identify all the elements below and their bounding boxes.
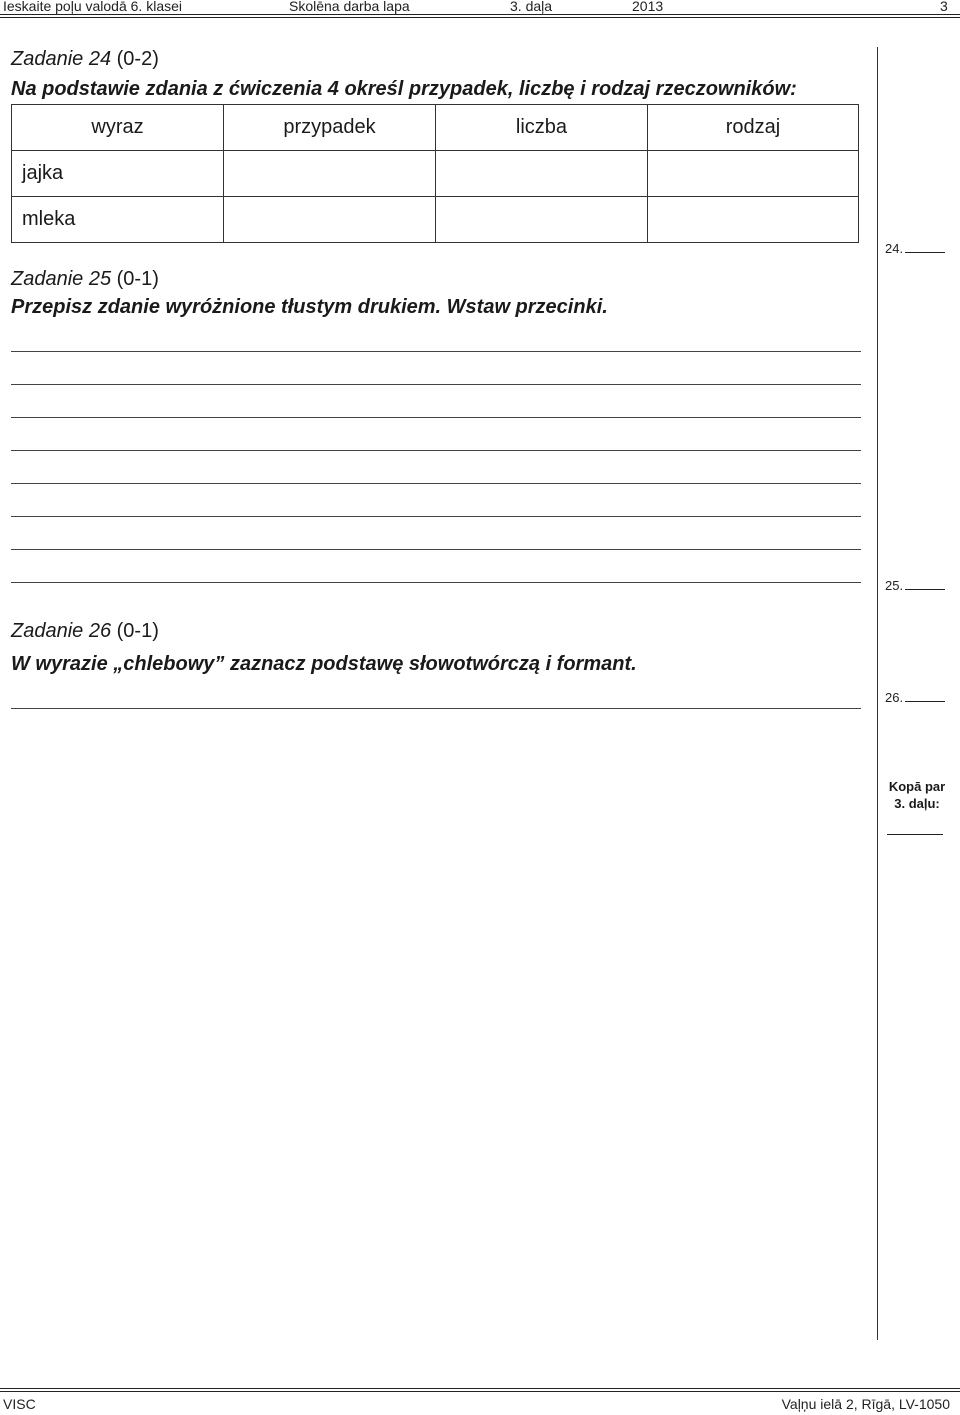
header-worksheet: Skolēna darba lapa bbox=[289, 0, 410, 14]
answer-cell[interactable] bbox=[224, 151, 436, 197]
table-row bbox=[12, 151, 859, 197]
score-24 bbox=[885, 241, 945, 256]
task-points: (0-1) bbox=[111, 620, 159, 642]
answer-line[interactable] bbox=[11, 582, 861, 583]
task-points: (0-1) bbox=[111, 268, 159, 290]
header-part: 3. daļa bbox=[510, 0, 553, 14]
score-label: 25. bbox=[885, 578, 904, 593]
score-26 bbox=[885, 690, 945, 705]
task-number: 26 bbox=[88, 620, 112, 642]
footer-address: Vaļņu ielā 2, Rīgā, LV-1050 bbox=[781, 1396, 950, 1412]
task-24-instruction: Na podstawie zdania z ćwiczenia 4 określ przypadek, liczbę i rodzaj rzeczowników: bbox=[11, 78, 797, 100]
margin-rule bbox=[877, 47, 878, 1340]
footer-left: VISC bbox=[3, 1396, 36, 1412]
header-rule-double bbox=[0, 17, 960, 18]
task-25-title bbox=[11, 267, 159, 291]
score-label: 26. bbox=[885, 690, 904, 705]
footer-rule-double bbox=[0, 1391, 960, 1392]
table-row bbox=[12, 197, 859, 243]
column-header-wyraz: wyraz bbox=[12, 105, 224, 151]
answer-line[interactable] bbox=[11, 384, 861, 385]
task-26-title bbox=[11, 619, 159, 643]
answer-line[interactable] bbox=[11, 708, 861, 709]
total-blank[interactable] bbox=[887, 834, 943, 835]
answer-line[interactable] bbox=[11, 417, 861, 418]
task-number: 25 bbox=[88, 268, 112, 290]
task-title-prefix: Zadanie bbox=[11, 268, 89, 290]
task-25-instruction: Przepisz zdanie wyróżnione tłustym drukiem. Wstaw przecinki. bbox=[11, 296, 608, 318]
score-25 bbox=[885, 578, 945, 593]
header-subject: Ieskaite poļu valodā 6. klasei bbox=[3, 0, 182, 14]
row-label-mleka: mleka bbox=[12, 197, 224, 243]
task-points: (0-2) bbox=[111, 48, 159, 70]
footer-rule bbox=[0, 1388, 960, 1389]
answer-cell[interactable] bbox=[648, 197, 859, 243]
score-blank[interactable] bbox=[905, 700, 945, 702]
answer-line[interactable] bbox=[11, 516, 861, 517]
column-header-liczba: liczba bbox=[436, 105, 648, 151]
header-rule bbox=[0, 14, 960, 15]
score-label: 24. bbox=[885, 241, 904, 256]
task-number: 24 bbox=[88, 48, 112, 70]
answer-cell[interactable] bbox=[648, 151, 859, 197]
answer-cell[interactable] bbox=[436, 197, 648, 243]
column-header-rodzaj: rodzaj bbox=[648, 105, 859, 151]
total-label-line2: 3. daļu: bbox=[894, 796, 940, 811]
header-page-number: 3 bbox=[940, 0, 948, 14]
row-label-jajka: jajka bbox=[12, 151, 224, 197]
answer-line[interactable] bbox=[11, 549, 861, 550]
answer-line[interactable] bbox=[11, 483, 861, 484]
score-blank[interactable] bbox=[905, 588, 945, 590]
score-blank[interactable] bbox=[905, 251, 945, 253]
task-24-title bbox=[11, 47, 159, 71]
task-title-prefix: Zadanie bbox=[11, 48, 89, 70]
answer-line[interactable] bbox=[11, 450, 861, 451]
task-26-instruction: W wyrazie „chlebowy” zaznacz podstawę słowotwórczą i formant. bbox=[11, 653, 637, 675]
task-24-table bbox=[11, 104, 859, 243]
answer-cell[interactable] bbox=[224, 197, 436, 243]
total-label-line1: Kopā par bbox=[888, 779, 946, 794]
task-title-prefix: Zadanie bbox=[11, 620, 89, 642]
column-header-przypadek: przypadek bbox=[224, 105, 436, 151]
header-year: 2013 bbox=[632, 0, 664, 14]
answer-line[interactable] bbox=[11, 351, 861, 352]
answer-cell[interactable] bbox=[436, 151, 648, 197]
